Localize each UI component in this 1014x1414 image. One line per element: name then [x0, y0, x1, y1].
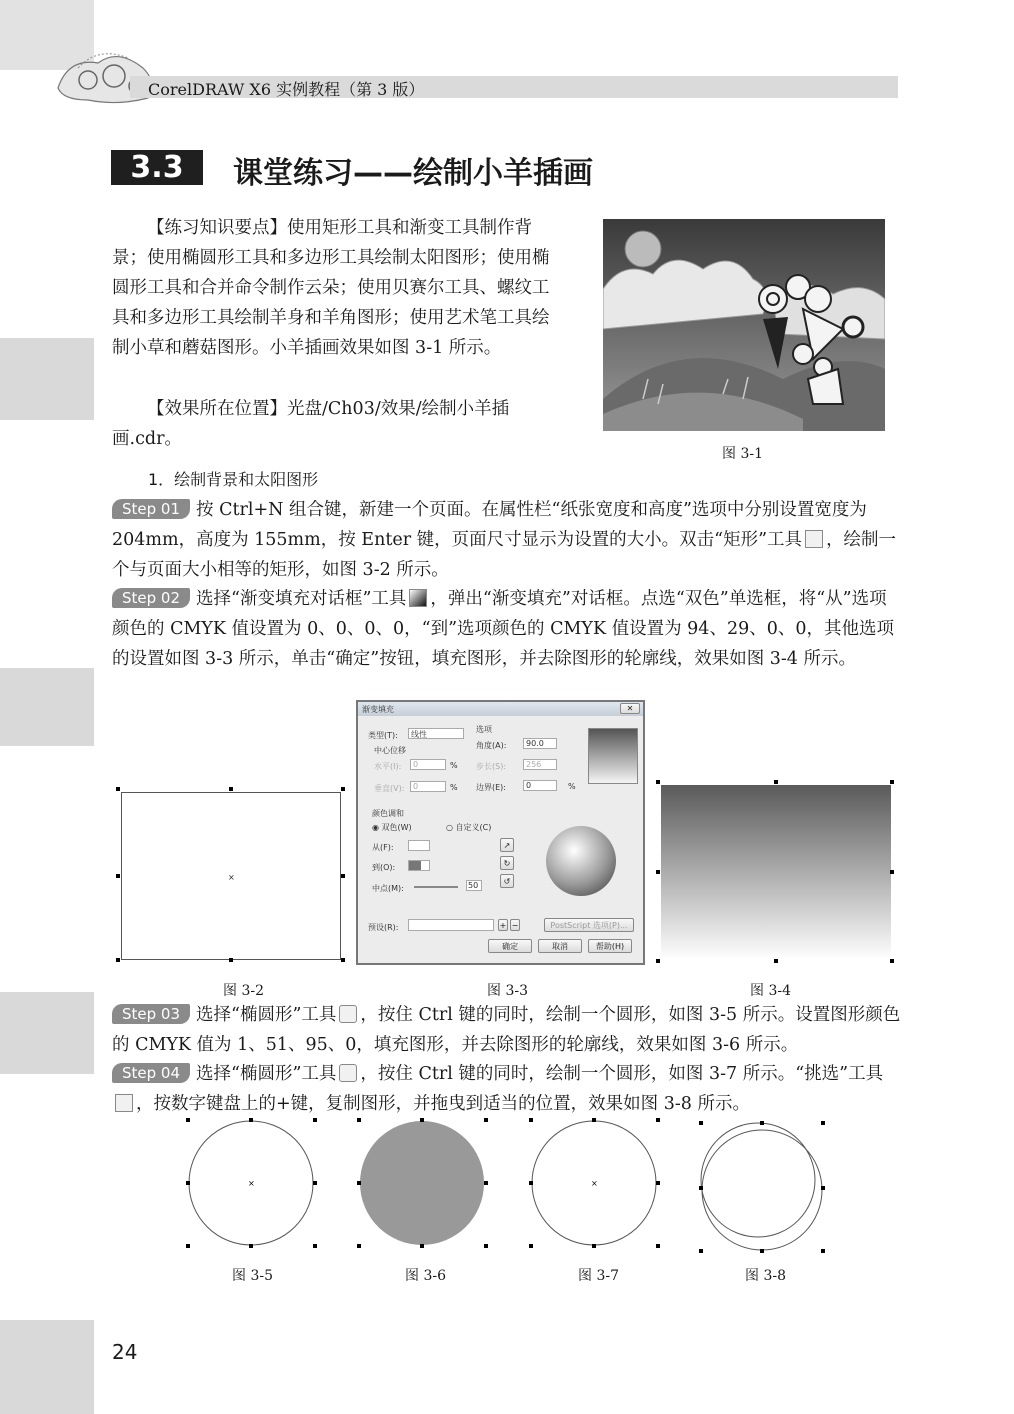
center-offset-label: 中心位移: [374, 746, 406, 755]
blend-direction-button[interactable]: ↗: [500, 838, 514, 852]
circle-figures: [180, 1118, 830, 1253]
ellipse-tool-icon: [339, 1064, 357, 1082]
figure-3-5-circle: [186, 1118, 317, 1248]
svg-text:×: ×: [591, 1179, 598, 1188]
to-color-picker[interactable]: [408, 860, 430, 871]
custom-label: 自定义(C): [455, 823, 492, 832]
cancel-button[interactable]: 取消: [538, 939, 582, 953]
rectangle-tool-icon: [805, 530, 823, 548]
step-paragraph: [112, 584, 902, 674]
options-label: 选项: [476, 725, 492, 734]
horizontal-label: 水平(I):: [374, 762, 402, 771]
figure-caption: 图 3-3: [487, 983, 528, 999]
custom-radio[interactable]: ○ 自定义(C): [446, 823, 492, 832]
step-paragraph: [112, 495, 902, 585]
step-text: 选择“渐变填充对话框”工具: [196, 589, 407, 609]
figure-3-6-filled-circle: [357, 1118, 488, 1248]
percent-sign: %: [450, 761, 458, 770]
edge-label: 边界(E):: [476, 783, 506, 792]
figure-3-7-circle: [529, 1118, 660, 1248]
step-paragraph: [112, 1059, 902, 1119]
edge-value: 0: [526, 781, 532, 790]
add-preset-button[interactable]: +: [499, 921, 507, 930]
presets-label: 预设(R):: [368, 923, 399, 932]
margin-tab: [0, 1320, 94, 1414]
dialog-titlebar: [358, 702, 643, 716]
ok-button[interactable]: 确定: [488, 939, 532, 953]
figure-3-4-gradient-rectangle: [661, 785, 891, 960]
blend-label: 颜色调和: [372, 809, 404, 818]
section-title: 课堂练习——绘制小羊插画: [233, 156, 593, 191]
horizontal-value: 0: [413, 760, 419, 769]
svg-text:×: ×: [248, 1179, 255, 1188]
to-label: 到(O):: [372, 863, 396, 872]
vertical-label: 垂直(V):: [374, 784, 405, 793]
step-text: ，按数字键盘上的+键，复制图形，并拖曳到适当的位置，效果如图 3-8 所示。: [136, 1094, 750, 1114]
step-badge: Step 03: [112, 1004, 190, 1024]
dialog-title: 渐变填充: [362, 705, 394, 714]
ellipse-tool-icon: [339, 1005, 357, 1023]
step-badge: Step 02: [112, 588, 190, 608]
angle-label: 角度(A):: [476, 741, 507, 750]
figure-caption: 图 3-6: [405, 1268, 446, 1284]
blend-direction-button[interactable]: ↺: [500, 874, 514, 888]
margin-tab: [0, 992, 94, 1074]
steps-value: 256: [526, 760, 542, 769]
step-badge: Step 01: [112, 499, 190, 519]
step-text: ，按住 Ctrl 键的同时，绘制一个圆形，如图 3-7 所示。“挑选”工具: [360, 1064, 884, 1084]
margin-tab: [0, 668, 94, 746]
step-text: ，绘制一个与页面大小相等的矩形，如图 3-2 所示。: [112, 530, 897, 580]
intro-paragraph: 【练习知识要点】使用矩形工具和渐变工具制作背景；使用椭圆形工具和多边形工具绘制太阳图形；使用椭圆形工具和合并命令制作云朵；使用贝赛尔工具、螺纹工具和多边形工具绘制羊身和羊角图形；使用艺术笔工具绘制小草和蘑菇图形。小羊插画效果如图 3-1 所示。: [112, 218, 550, 358]
figure-caption: 图 3-8: [745, 1268, 786, 1284]
blend-direction-button[interactable]: ↻: [500, 856, 514, 870]
type-label: 类型(T):: [368, 731, 398, 740]
step-text: 按 Ctrl+N 组合键，新建一个页面。在属性栏“纸张宽度和高度”选项中分别设置宽度为 204mm，高度为 155mm，按 Enter 键，页面尺寸显示为设置的大小。双击“矩形”工具: [112, 500, 867, 550]
step-text: 选择“椭圆形”工具: [196, 1064, 337, 1084]
step-text: 选择“椭圆形”工具: [196, 1005, 337, 1025]
midpoint-slider[interactable]: [414, 886, 458, 888]
remove-preset-button[interactable]: −: [511, 921, 519, 930]
sheep-illustration: [603, 219, 885, 431]
pick-tool-icon: [115, 1094, 133, 1112]
midpoint-value: 50: [468, 881, 479, 890]
color-wheel[interactable]: [546, 826, 616, 896]
margin-tab: [0, 338, 94, 420]
step-text: ，弹出“渐变填充”对话框。点选“双色”单选框，将“从”选项颜色的 CMYK 值设置为 0、0、0、0，“到”选项颜色的 CMYK 值设置为 94、29、0、0，其他选项的设置如图 3-3 所示，单击“确定”按钮，填充图形，并去除图形的轮廓线，效果如图 3-4 所示。: [112, 589, 894, 669]
figure-caption: 图 3-7: [578, 1268, 619, 1284]
figure-3-8-circles: [699, 1121, 825, 1253]
percent-sign: %: [450, 783, 458, 792]
subsection-title: 1．绘制背景和太阳图形: [148, 470, 319, 489]
help-button[interactable]: 帮助(H): [588, 939, 632, 953]
step-text: ，按住 Ctrl 键的同时，绘制一个圆形，如图 3-5 所示。设置图形颜色的 CMYK 值为 1、51、95、0，填充图形，并去除图形的轮廓线，效果如图 3-6 所示。: [112, 1005, 901, 1055]
figure-caption: 图 3-2: [223, 983, 264, 999]
two-color-label: 双色(W): [381, 823, 412, 832]
from-color-picker[interactable]: [408, 840, 430, 851]
two-color-radio[interactable]: ◉ 双色(W): [372, 823, 412, 832]
angle-value: 90.0: [526, 739, 544, 748]
step-paragraph: [112, 1000, 902, 1060]
midpoint-label: 中点(M):: [372, 884, 404, 893]
section-number: 3.3: [111, 150, 203, 185]
gradient-fill-dialog: [356, 700, 645, 965]
intro-paragraph: 【效果所在位置】光盘/Ch03/效果/绘制小羊插画.cdr。: [112, 399, 510, 449]
steps-label: 步长(S):: [476, 762, 507, 771]
figure-caption: 图 3-1: [722, 446, 763, 462]
gradient-preview: [588, 728, 638, 784]
figure-caption: 图 3-4: [750, 983, 791, 999]
postscript-options-button[interactable]: PostScript 选项(P)...: [544, 918, 634, 932]
presets-select[interactable]: [408, 919, 494, 931]
vertical-value: 0: [413, 782, 419, 791]
step-badge: Step 04: [112, 1063, 190, 1083]
figure-caption: 图 3-5: [232, 1268, 273, 1284]
dialog-close-button[interactable]: ✕: [620, 703, 640, 714]
percent-sign: %: [568, 782, 576, 791]
gradient-tool-icon: [409, 589, 427, 607]
type-value: 线性: [411, 730, 427, 739]
page-number: 24: [112, 1340, 138, 1364]
header-book-title: CorelDRAW X6 实例教程（第 3 版）: [148, 80, 425, 99]
from-label: 从(F):: [372, 843, 394, 852]
